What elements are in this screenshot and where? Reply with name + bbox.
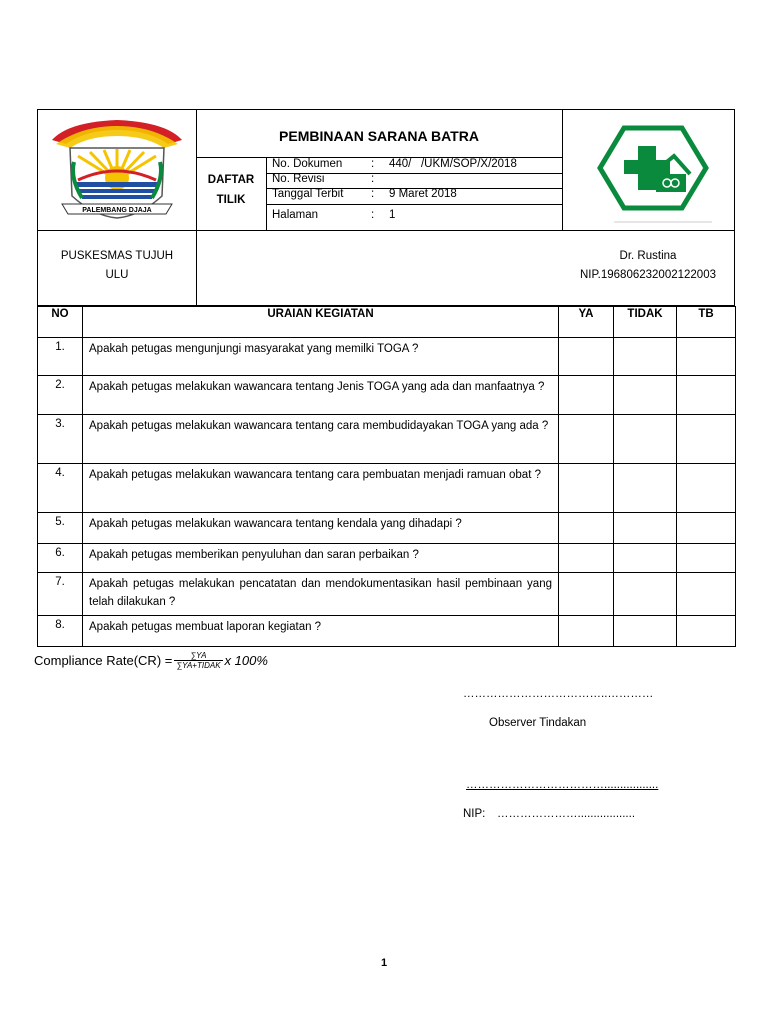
formula-multiplier: x 100% (224, 653, 268, 668)
svg-text:PALEMBANG DJAJA: PALEMBANG DJAJA (82, 207, 152, 214)
checkbox-cell-tb[interactable] (677, 573, 736, 616)
row-question: Apakah petugas mengunjungi masyarakat yang memilki TOGA ? (83, 338, 559, 376)
row-question: Apakah petugas melakukan wawancara tentang Jenis TOGA yang ada dan manfaatnya ? (83, 376, 559, 415)
meta-label-halaman: Halaman (272, 209, 319, 221)
row-number: 1. (38, 338, 83, 376)
document-type-line2: TILIK (216, 194, 246, 206)
row-question: Apakah petugas melakukan pencatatan dan mendokumentasikan hasil pembinaan yang telah dilakukan ? (83, 573, 559, 616)
observer-name-line: ………………………………................. (466, 779, 659, 791)
row-number: 7. (38, 573, 83, 616)
checkbox-cell-tb[interactable] (677, 544, 736, 573)
compliance-rate-formula (34, 651, 268, 670)
table-row (38, 464, 736, 513)
row-number: 2. (38, 376, 83, 415)
page-number: 1 (380, 957, 388, 969)
meta-label-tanggal-terbit: Tanggal Terbit (272, 188, 344, 200)
checklist-table (37, 306, 736, 647)
checkbox-cell-ya[interactable] (559, 544, 614, 573)
column-header-ya: YA (559, 307, 614, 338)
meta-value-no-dokumen: 440/ /UKM/SOP/X/2018 (389, 158, 517, 170)
column-header-tidak: TIDAK (614, 307, 677, 338)
row-number: 3. (38, 415, 83, 464)
column-header-tb: TB (677, 307, 736, 338)
checkbox-cell-tidak[interactable] (614, 544, 677, 573)
nip-line: ………………….................. (497, 808, 636, 820)
checkbox-cell-tb[interactable] (677, 376, 736, 415)
meta-label-no-dokumen: No. Dokumen (272, 158, 343, 170)
organization-name-line1: PUSKESMAS TUJUH (60, 250, 174, 262)
meta-value-tanggal-terbit: 9 Maret 2018 (389, 188, 457, 200)
table-row (38, 376, 736, 415)
checkbox-cell-tb[interactable] (677, 415, 736, 464)
table-row (38, 544, 736, 573)
checkbox-cell-ya[interactable] (559, 513, 614, 544)
document-type-line1: DAFTAR (207, 174, 255, 186)
row-question: Apakah petugas melakukan wawancara tentang cara pembuatan menjadi ramuan obat ? (83, 464, 559, 513)
row-number: 6. (38, 544, 83, 573)
table-header-row (38, 307, 736, 338)
formula-numerator: ∑YA (190, 651, 207, 660)
checkbox-cell-tidak[interactable] (614, 573, 677, 616)
table-row (38, 616, 736, 647)
checkbox-cell-tidak[interactable] (614, 338, 677, 376)
row-number: 4. (38, 464, 83, 513)
meta-sep: : (371, 158, 375, 170)
meta-sep: : (371, 188, 375, 200)
checkbox-cell-ya[interactable] (559, 616, 614, 647)
table-row (38, 513, 736, 544)
organization-name-line2: ULU (105, 269, 129, 281)
column-header-no: NO (38, 307, 83, 338)
meta-sep: : (371, 173, 375, 185)
table-row (38, 338, 736, 376)
meta-value-halaman: 1 (389, 209, 396, 221)
observer-label: Observer Tindakan (489, 717, 587, 729)
checkbox-cell-tb[interactable] (677, 513, 736, 544)
document-header (37, 109, 735, 306)
nip-label: NIP: (463, 808, 486, 820)
checkbox-cell-tidak[interactable] (614, 513, 677, 544)
formula-fraction (174, 651, 222, 670)
formula-denominator: ∑YA+TIDAK (176, 661, 221, 670)
head-nip: NIP.196806232002122003 (579, 269, 716, 281)
row-number: 5. (38, 513, 83, 544)
checkbox-cell-tb[interactable] (677, 616, 736, 647)
date-place-line: ………………………………..………… (463, 688, 654, 700)
checkbox-cell-ya[interactable] (559, 573, 614, 616)
document-title: PEMBINAAN SARANA BATRA (279, 128, 479, 144)
formula-label: Compliance Rate(CR) = (34, 653, 173, 668)
row-question: Apakah petugas memberikan penyuluhan dan saran perbaikan ? (83, 544, 559, 573)
meta-sep: : (371, 209, 375, 221)
table-row (38, 415, 736, 464)
checkbox-cell-ya[interactable] (559, 338, 614, 376)
head-name: Dr. Rustina (619, 250, 677, 262)
checkbox-cell-ya[interactable] (559, 376, 614, 415)
checkbox-cell-tidak[interactable] (614, 464, 677, 513)
checkbox-cell-ya[interactable] (559, 464, 614, 513)
row-number: 8. (38, 616, 83, 647)
row-question: Apakah petugas melakukan wawancara tentang kendala yang dihadapi ? (83, 513, 559, 544)
checkbox-cell-tidak[interactable] (614, 415, 677, 464)
checkbox-cell-tb[interactable] (677, 464, 736, 513)
row-question: Apakah petugas membuat laporan kegiatan ? (83, 616, 559, 647)
checkbox-cell-tb[interactable] (677, 338, 736, 376)
table-row (38, 573, 736, 616)
checkbox-cell-tidak[interactable] (614, 376, 677, 415)
row-question: Apakah petugas melakukan wawancara tentang cara membudidayakan TOGA yang ada ? (83, 415, 559, 464)
city-emblem-logo (48, 118, 186, 224)
checkbox-cell-ya[interactable] (559, 415, 614, 464)
column-header-uraian: URAIAN KEGIATAN (83, 307, 559, 338)
checkbox-cell-tidak[interactable] (614, 616, 677, 647)
meta-label-no-revisi: No. Revisi (272, 173, 325, 185)
puskesmas-logo (594, 124, 712, 224)
